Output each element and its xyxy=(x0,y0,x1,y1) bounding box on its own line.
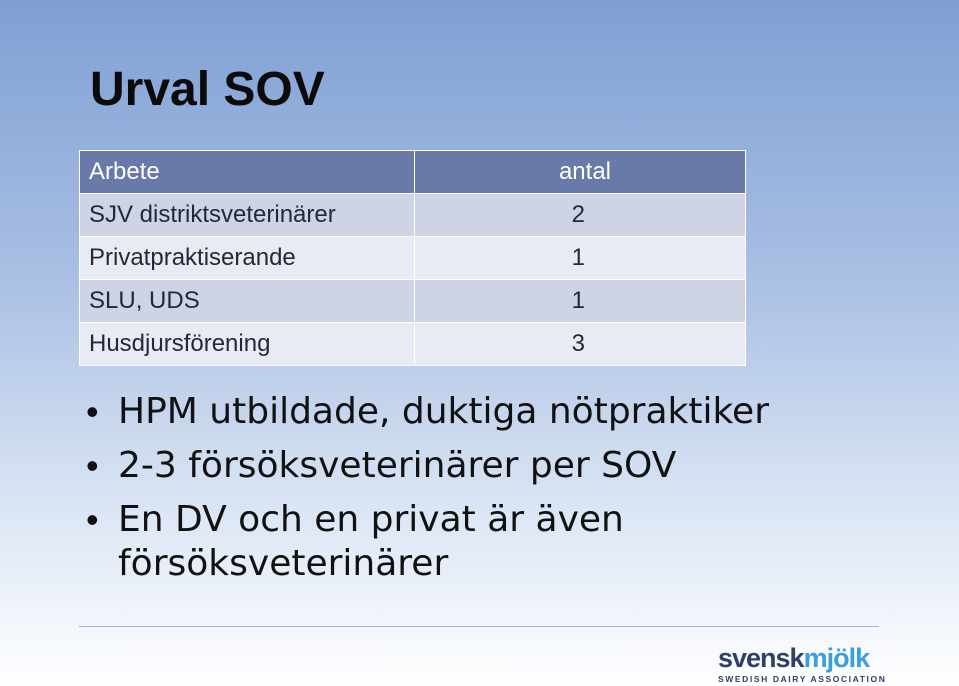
row-label: SJV distriktsveterinärer xyxy=(80,194,415,237)
bullet-item: • 2-3 försöksveterinärer per SOV xyxy=(86,444,906,488)
table-row xyxy=(80,194,746,237)
row-count: 1 xyxy=(415,280,746,323)
row-label: Privatpraktiserande xyxy=(80,237,415,280)
row-count: 2 xyxy=(415,194,746,237)
header-arbete: Arbete xyxy=(80,151,415,194)
logo-word-mjolk: mjölk xyxy=(803,643,870,673)
row-count: 3 xyxy=(415,323,746,366)
table-header-row xyxy=(80,151,746,194)
row-label: Husdjursförening xyxy=(80,323,415,366)
bullet-item: • HPM utbildade, duktiga nötpraktiker xyxy=(86,390,906,434)
svenskmjolk-logo xyxy=(718,643,887,684)
row-count: 1 xyxy=(415,237,746,280)
bullet-item: • En DV och en privat är även försöksveterinärer xyxy=(86,498,906,586)
slide-title: Urval SOV xyxy=(90,63,325,116)
logo-wordmark xyxy=(718,644,882,672)
table-row xyxy=(80,237,746,280)
header-antal: antal xyxy=(415,151,746,194)
footer-divider xyxy=(79,626,879,627)
logo-tagline: SWEDISH DAIRY ASSOCIATION xyxy=(718,674,887,684)
table-row xyxy=(80,280,746,323)
logo-word-svensk: svensk xyxy=(718,643,804,673)
workers-table xyxy=(79,150,746,366)
row-label: SLU, UDS xyxy=(80,280,415,323)
bullet-list xyxy=(86,390,906,596)
table-row xyxy=(80,323,746,366)
